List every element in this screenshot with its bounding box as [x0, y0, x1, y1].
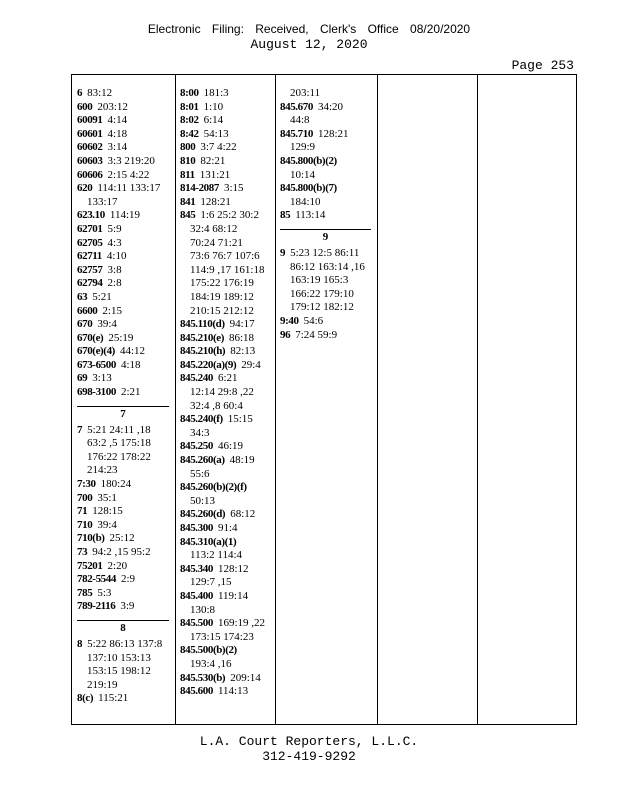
index-entry [180, 590, 275, 604]
index-references: 83:12 [87, 87, 113, 99]
index-references: 119:14 [217, 589, 249, 602]
index-term: 71 [77, 505, 88, 518]
index-term: 845.260(b)(2)(f) [180, 481, 247, 494]
index-references: 5:22 86:13 137:8 [87, 637, 163, 650]
index-term: 800 [180, 141, 196, 154]
index-references: 180:24 [100, 478, 132, 491]
index-references: 2:21 [120, 386, 141, 399]
index-term: 75201 [77, 559, 103, 572]
index-term: 63 [77, 290, 88, 303]
index-entry [180, 169, 275, 183]
index-references-continued: 50:13 [190, 494, 216, 507]
index-entry [180, 128, 275, 142]
index-term: 673-6500 [77, 358, 116, 371]
index-entry [180, 617, 275, 631]
index-references: 1:10 [203, 100, 224, 113]
index-term: 845.110(d) [180, 318, 225, 331]
index-term: 8 [77, 637, 83, 650]
index-term: 9:40 [280, 314, 299, 327]
index-references: 115:21 [98, 692, 129, 705]
index-term: 845.240 [180, 372, 213, 385]
index-entry [77, 87, 175, 101]
index-term: 8:01 [180, 100, 199, 113]
index-references-continued: 184:10 [290, 195, 321, 208]
index-entry [180, 332, 275, 346]
index-references-continued: 34:3 [190, 426, 210, 439]
index-term: 698-3100 [77, 386, 116, 399]
index-references: 25:19 [108, 331, 134, 344]
index-entry [77, 505, 175, 519]
index-references: 4:10 [106, 250, 127, 263]
index-references: 54:13 [203, 127, 229, 140]
index-term: 845.340 [180, 562, 213, 575]
index-references-continued: 193:4 ,16 [190, 657, 232, 670]
index-entry [180, 318, 275, 332]
index-references: 169:19 ,22 [217, 617, 266, 630]
index-references: 94:17 [229, 318, 255, 331]
index-entry [77, 155, 175, 169]
index-term: 670(e) [77, 331, 104, 344]
index-references-continued: 163:19 165:3 [290, 274, 349, 287]
index-term: 60091 [77, 114, 103, 127]
section-heading: 8 [77, 620, 169, 636]
index-term: 62705 [77, 236, 103, 249]
index-references-continued: 44:8 [290, 114, 310, 127]
index-references: 68:12 [230, 508, 256, 521]
index-entry [280, 247, 377, 261]
index-term: 7 [77, 423, 83, 436]
index-references: 4:18 [120, 358, 141, 371]
index-references: 209:14 [230, 671, 261, 684]
index-entry [180, 101, 275, 115]
index-entry [77, 264, 175, 278]
index-entry [180, 522, 275, 536]
index-entry [77, 587, 175, 601]
index-term: 810 [180, 154, 196, 167]
index-references-continued: 10:14 [290, 168, 316, 181]
index-references: 94:2 ,15 95:2 [92, 546, 151, 558]
index-entry [77, 519, 175, 533]
index-entry [77, 291, 175, 305]
index-entry [77, 492, 175, 506]
index-entry [280, 315, 377, 329]
index-entry [77, 546, 175, 560]
index-term: 710 [77, 518, 93, 531]
index-term: 845.240(f) [180, 413, 223, 426]
index-references: 5:9 [107, 222, 122, 235]
index-term: 8(c) [77, 692, 94, 705]
index-term: 845.500(b)(2) [180, 644, 237, 657]
index-references-continued: 214:23 [87, 464, 118, 477]
index-entry [180, 196, 275, 210]
index-entry [180, 685, 275, 699]
index-references: 3:3 219:20 [107, 154, 155, 167]
index-entry [77, 114, 175, 128]
index-entry [77, 638, 175, 652]
index-references: 5:23 12:5 86:11 [290, 246, 360, 259]
index-entry [77, 223, 175, 237]
index-term: 845.250 [180, 440, 213, 453]
index-references: 4:14 [107, 114, 128, 127]
index-references-continued: 32:4 68:12 [190, 222, 238, 235]
index-references-continued: 12:14 29:8 ,22 [190, 386, 254, 399]
index-entry [77, 573, 175, 587]
index-references: 3:7 4:22 [200, 141, 237, 154]
index-term: 8:42 [180, 127, 199, 140]
index-entry [77, 372, 175, 386]
index-entry [180, 141, 275, 155]
index-entry [77, 128, 175, 142]
index-entry [180, 182, 275, 196]
index-references: 3:8 [107, 263, 122, 276]
index-entry [77, 600, 175, 614]
index-term: 845.500 [180, 617, 213, 630]
index-references: 128:21 [200, 195, 231, 208]
index-entry [280, 182, 377, 196]
index-references-continued: 184:19 189:12 [190, 290, 254, 303]
index-entry [77, 345, 175, 359]
index-term: 600 [77, 100, 93, 113]
index-term: 845.220(a)(9) [180, 358, 237, 371]
index-column-1 [72, 75, 176, 724]
index-term: 845.260(a) [180, 454, 225, 467]
index-references: 3:13 [92, 372, 112, 385]
index-references: 15:15 [227, 413, 253, 426]
index-entry [77, 560, 175, 574]
index-term: 7:30 [77, 478, 96, 491]
index-term: 85 [280, 209, 291, 222]
index-entry [77, 277, 175, 291]
index-term: 845.300 [180, 522, 213, 534]
index-references: 2:9 [120, 573, 136, 586]
index-entry [180, 672, 275, 686]
index-term: 845.530(b) [180, 671, 226, 684]
index-entry [180, 345, 275, 359]
index-term: 6 [77, 87, 83, 99]
index-references-continued: 86:12 163:14 ,16 [290, 260, 365, 273]
index-references: 181:3 [203, 87, 229, 99]
index-term: 845.670 [280, 100, 313, 113]
index-entry [77, 237, 175, 251]
index-term: 60602 [77, 141, 103, 154]
index-references: 82:13 [230, 345, 256, 358]
index-term: 845 [180, 209, 196, 222]
index-references: 5:21 24:11 ,18 [87, 423, 151, 436]
section-heading: 7 [77, 406, 169, 422]
index-references: 46:19 [217, 440, 244, 453]
index-column-5 [478, 75, 576, 724]
index-references: 5:21 [92, 290, 112, 303]
index-references: 3:9 [120, 600, 135, 613]
index-entry [77, 692, 175, 706]
index-references: 203:12 [97, 100, 128, 113]
index-references: 82:21 [200, 154, 226, 167]
index-entry [77, 359, 175, 373]
index-entry [77, 318, 175, 332]
index-references-continued: 129:9 [290, 141, 316, 154]
index-references-continued: 166:22 179:10 [290, 287, 354, 300]
index-references: 54:6 [303, 314, 324, 327]
index-entry [180, 87, 275, 101]
index-column-4 [378, 75, 478, 724]
index-references: 35:1 [97, 491, 117, 504]
index-references-continued: 73:6 76:7 107:6 [190, 250, 260, 263]
index-term: 8:02 [180, 114, 199, 127]
index-references-continued: 129:7 ,15 [190, 576, 232, 589]
index-term: 73 [77, 546, 88, 558]
section-heading: 9 [280, 229, 371, 245]
index-references: 2:20 [107, 559, 128, 572]
index-term: 700 [77, 491, 93, 504]
index-term: 60601 [77, 127, 103, 140]
index-term: 60606 [77, 168, 103, 181]
index-term: 845.710 [280, 127, 313, 140]
index-term: 69 [77, 372, 88, 385]
index-term: 845.800(b)(2) [280, 154, 337, 167]
index-column-3 [276, 75, 378, 724]
index-references-continued: 203:11 [290, 87, 321, 99]
index-references: 2:15 [102, 304, 122, 317]
index-term: 782-5544 [77, 573, 116, 586]
index-term: 62794 [77, 277, 103, 290]
index-references-continued: 70:24 71:21 [190, 236, 243, 249]
index-term: 60603 [77, 154, 103, 167]
index-references: 7:24 59:9 [295, 328, 338, 341]
index-term: 62757 [77, 263, 103, 276]
index-column-2 [176, 75, 276, 724]
index-references: 25:12 [109, 532, 135, 545]
reporter-phone: 312-419-9292 [262, 749, 356, 764]
index-entry [280, 128, 377, 142]
index-entry [77, 169, 175, 183]
index-references-continued: 175:22 176:19 [190, 277, 254, 290]
index-entry [280, 209, 377, 223]
index-references-continued: 114:9 ,17 161:18 [190, 263, 265, 276]
index-entry [180, 114, 275, 128]
index-frame [71, 74, 577, 725]
index-entry [77, 305, 175, 319]
index-entry [180, 413, 275, 427]
index-term: 845.800(b)(7) [280, 182, 337, 195]
index-references-continued: 210:15 212:12 [190, 304, 254, 317]
index-entry [180, 359, 275, 373]
index-references-continued: 153:15 198:12 [87, 665, 151, 678]
index-references-continued: 173:15 174:23 [190, 630, 254, 643]
filing-date: August 12, 2020 [250, 37, 368, 52]
index-entry [77, 532, 175, 546]
index-term: 814-2087 [180, 182, 219, 195]
index-term: 789-2116 [77, 600, 116, 613]
index-term: 623.10 [77, 209, 105, 222]
index-term: 670(e)(4) [77, 345, 115, 358]
index-references: 2:8 [107, 277, 122, 290]
index-term: 845.310(a)(1) [180, 535, 237, 548]
index-entry [77, 209, 175, 223]
index-entry [180, 454, 275, 468]
index-term: 811 [180, 168, 195, 181]
index-term: 670 [77, 318, 93, 331]
page-number: Page 253 [511, 58, 574, 73]
index-references-continued: 55:6 [190, 467, 210, 480]
index-references-continued: 133:17 [87, 195, 118, 208]
index-references: 6:14 [203, 114, 224, 127]
index-references: 114:19 [109, 209, 141, 222]
index-references-continued: 219:19 [87, 678, 118, 691]
index-entry [180, 372, 275, 386]
index-references: 39:4 [97, 318, 117, 331]
index-references: 86:18 [228, 331, 255, 344]
index-entry [180, 563, 275, 577]
index-references-continued: 63:2 ,5 175:18 [87, 437, 151, 450]
index-entry [77, 386, 175, 400]
index-references: 4:18 [107, 127, 128, 140]
index-references: 29:4 [241, 358, 261, 371]
index-term: 845.260(d) [180, 508, 226, 521]
index-references: 2:15 4:22 [107, 168, 150, 181]
index-term: 845.210(e) [180, 331, 224, 344]
index-entry [77, 478, 175, 492]
index-references: 3:14 [107, 141, 128, 154]
index-term: 845.400 [180, 589, 213, 602]
index-references: 34:20 [317, 100, 344, 113]
index-references: 1:6 25:2 30:2 [200, 209, 259, 222]
index-term: 62701 [77, 222, 103, 235]
index-references: 128:12 [217, 562, 249, 575]
index-entry [280, 101, 377, 115]
index-term: 841 [180, 195, 196, 208]
index-references-continued: 137:10 153:13 [87, 651, 151, 664]
index-references: 114:11 133:17 [97, 182, 161, 195]
index-term: 96 [280, 328, 291, 341]
index-entry [180, 508, 275, 522]
index-term: 9 [280, 246, 286, 259]
index-references: 131:21 [199, 168, 231, 181]
index-references: 48:19 [229, 454, 255, 467]
index-references: 128:15 [92, 505, 123, 518]
index-entry [77, 101, 175, 115]
index-term: 845.600 [180, 685, 213, 698]
index-references: 114:13 [217, 685, 249, 698]
index-references: 6:21 [217, 372, 238, 385]
index-references-continued: 113:2 114:4 [190, 549, 243, 562]
index-references-continued: 179:12 182:12 [290, 301, 354, 314]
filing-stamp: Electronic Filing: Received, Clerk's Office 08/20/2020 [147, 22, 471, 36]
index-references: 5:3 [97, 586, 112, 599]
index-term: 62711 [77, 250, 102, 263]
index-references-continued: 32:4 ,8 60:4 [190, 399, 243, 412]
index-term: 8:00 [180, 87, 199, 99]
index-entry [180, 644, 275, 658]
index-entry [180, 209, 275, 223]
index-references-continued: 130:8 [190, 603, 216, 616]
index-entry [180, 481, 275, 495]
index-entry [280, 155, 377, 169]
index-entry [280, 329, 377, 343]
index-entry [180, 440, 275, 454]
index-references: 3:15 [223, 182, 244, 195]
index-term: 845.210(h) [180, 345, 226, 358]
index-term: 710(b) [77, 532, 105, 545]
index-references: 44:12 [119, 345, 145, 358]
index-entry [77, 332, 175, 346]
index-entry [77, 250, 175, 264]
index-references: 113:14 [295, 209, 326, 222]
index-entry [77, 182, 175, 196]
index-references: 91:4 [217, 522, 238, 534]
index-entry [180, 155, 275, 169]
index-references: 39:4 [97, 518, 117, 531]
index-references-continued: 176:22 178:22 [87, 450, 151, 463]
index-term: 785 [77, 586, 93, 599]
index-references: 4:3 [107, 236, 122, 249]
index-entry [180, 536, 275, 550]
index-entry [77, 424, 175, 438]
index-term: 6600 [77, 304, 98, 317]
reporter-name: L.A. Court Reporters, L.L.C. [199, 734, 419, 749]
index-term: 620 [77, 182, 93, 195]
index-references: 128:21 [317, 127, 349, 140]
index-entry [77, 141, 175, 155]
